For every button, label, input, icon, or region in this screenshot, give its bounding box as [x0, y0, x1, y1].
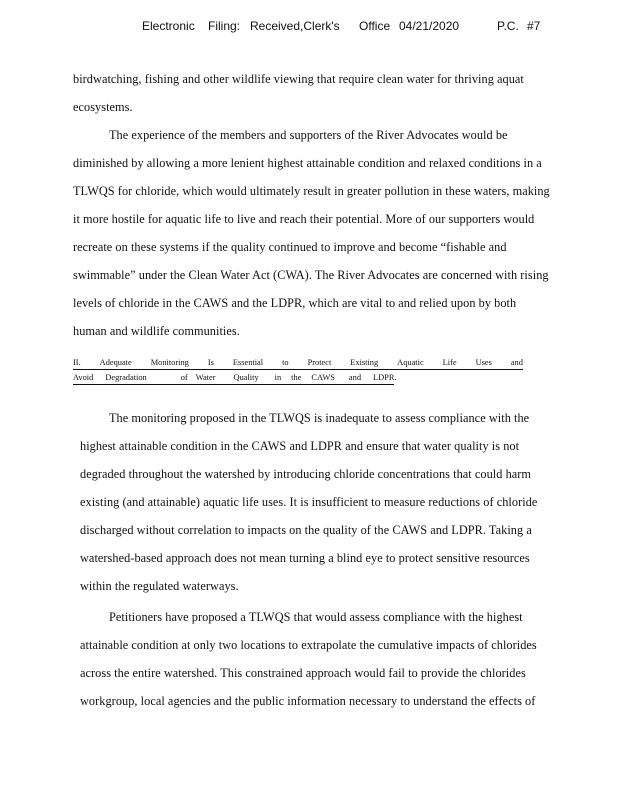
heading-word: Monitoring — [150, 358, 189, 367]
section-heading-line-2 — [73, 372, 397, 385]
header-date: 04/21/2020 — [399, 19, 460, 33]
text-line: birdwatching, fishing and other wildlife viewing that require clean water for thriving aquat — [73, 72, 524, 86]
text-line: recreate on these systems if the quality continued to improve and become “fishable and — [73, 240, 507, 254]
heading-word: Quality — [233, 373, 259, 382]
heading-word: Is — [207, 358, 214, 367]
text-line: swimmable” under the Clean Water Act (CWA). The River Advocates are concerned with rising — [73, 268, 549, 282]
header-electronic: Electronic — [142, 19, 195, 33]
heading-word: Life — [442, 358, 457, 367]
section-heading — [73, 357, 523, 385]
text-line: Petitioners have proposed a TLWQS that would assess compliance with the highest — [109, 610, 523, 624]
heading-word: Uses — [475, 358, 492, 367]
text-line: degraded throughout the watershed by introducing chloride concentrations that could harm — [80, 467, 532, 481]
text-line: levels of chloride in the CAWS and the LDPR, which are vital to and relied upon by both — [73, 296, 517, 310]
text-line: it more hostile for aquatic life to live and reach their potential. More of our supporters would — [73, 212, 535, 226]
filing-stamp-header — [0, 19, 618, 39]
text-line: human and wildlife communities. — [73, 324, 240, 338]
heading-word: in — [274, 373, 282, 382]
text-line: The monitoring proposed in the TLWQS is inadequate to assess compliance with the — [109, 411, 530, 425]
heading-word: the — [291, 373, 302, 382]
heading-word: to — [282, 358, 289, 367]
header-pc: P.C. — [497, 19, 519, 33]
text-line: The experience of the members and supporters of the River Advocates would be — [109, 128, 508, 142]
header-pc-number: #7 — [527, 19, 541, 33]
header-received-clerks: Received,Clerk's — [250, 19, 340, 33]
heading-word: and — [348, 373, 362, 382]
header-office: Office — [359, 19, 391, 33]
heading-word: Aquatic — [397, 358, 424, 367]
text-line: across the entire watershed. This constrained approach would fail to provide the chlorides — [80, 666, 526, 680]
header-filing: Filing: — [208, 19, 241, 33]
text-line: TLWQS for chloride, which would ultimately result in greater pollution in these waters, making — [73, 184, 550, 198]
section-heading-line-1 — [73, 357, 523, 370]
heading-word: Water — [195, 373, 216, 382]
heading-word: Protect — [307, 358, 332, 367]
heading-word: Avoid — [73, 373, 94, 382]
text-line: workgroup, local agencies and the public information necessary to understand the effects of — [80, 694, 536, 708]
text-line: ecosystems. — [73, 100, 133, 114]
text-line: highest attainable condition in the CAWS and LDPR and ensure that water quality is not — [80, 439, 520, 453]
text-line: diminished by allowing a more lenient highest attainable condition and relaxed conditions in a — [73, 156, 542, 170]
heading-word: Essential — [232, 358, 264, 367]
heading-word: Degradation — [105, 373, 147, 382]
heading-word: of — [180, 373, 188, 382]
heading-word: Adequate — [99, 358, 132, 367]
heading-word: LDPR. — [373, 373, 397, 382]
heading-word: Existing — [350, 358, 379, 367]
heading-word: CAWS — [311, 373, 335, 382]
heading-word: II. — [73, 358, 81, 367]
text-line: watershed-based approach does not mean turning a blind eye to protect sensitive resources — [80, 551, 530, 565]
text-line: within the regulated waterways. — [80, 579, 239, 593]
heading-word: and — [510, 358, 523, 367]
text-line: attainable condition at only two locations to extrapolate the cumulative impacts of chlorides — [80, 638, 537, 652]
text-line: discharged without correlation to impacts on the quality of the CAWS and LDPR. Taking a — [80, 523, 532, 537]
text-line: existing (and attainable) aquatic life uses. It is insufficient to measure reductions of chloride — [80, 495, 538, 509]
